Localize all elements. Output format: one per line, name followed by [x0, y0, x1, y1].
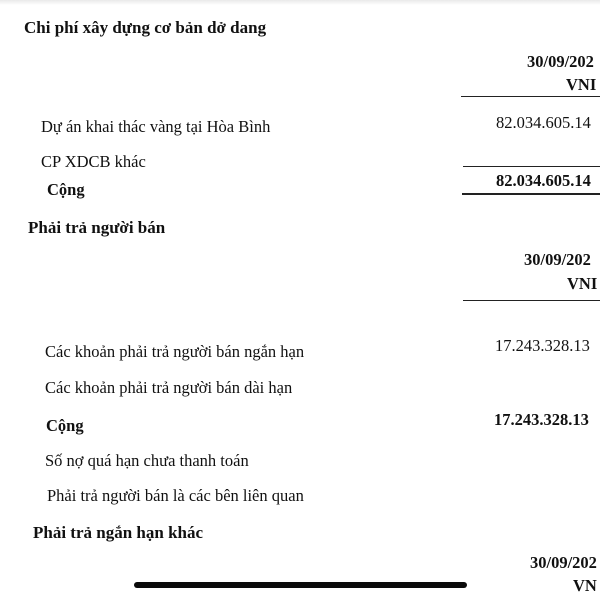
total-rule-cip [462, 193, 600, 195]
home-indicator-bar[interactable] [134, 582, 467, 588]
column-date-cip: 30/09/202 [527, 52, 594, 71]
row-value: 82.034.605.14 [496, 113, 591, 132]
header-rule-payables [463, 300, 600, 301]
row-label: Số nợ quá hạn chưa thanh toán [45, 451, 249, 470]
total-value-payables: 17.243.328.13 [494, 410, 589, 429]
row-label: Dự án khai thác vàng tại Hòa Bình [41, 117, 271, 136]
column-date-payables: 30/09/202 [524, 250, 591, 269]
header-rule-cip [461, 96, 600, 97]
top-edge-shadow [0, 0, 600, 5]
row-value: 17.243.328.13 [495, 336, 590, 355]
section-title-other: Phải trả ngắn hạn khác [33, 523, 204, 542]
row-label: Phải trả người bán là các bên liên quan [47, 486, 304, 505]
section-title-payables: Phải trả người bán [28, 218, 166, 237]
column-unit-other: VN [573, 576, 597, 595]
section-title-cip: Chi phí xây dựng cơ bản dở dang [24, 18, 267, 37]
column-unit-payables: VNI [567, 274, 598, 293]
subtotal-rule-cip [463, 166, 600, 167]
total-value-cip: 82.034.605.14 [496, 171, 591, 190]
row-label: Các khoản phải trả người bán ngắn hạn [45, 342, 305, 361]
row-label: Các khoản phải trả người bán dài hạn [45, 378, 293, 397]
row-label: CP XDCB khác [41, 152, 146, 171]
column-unit-cip: VNI [566, 75, 597, 94]
total-label-payables: Cộng [46, 416, 84, 435]
column-date-other: 30/09/202 [530, 553, 597, 572]
total-label-cip: Cộng [47, 180, 85, 199]
